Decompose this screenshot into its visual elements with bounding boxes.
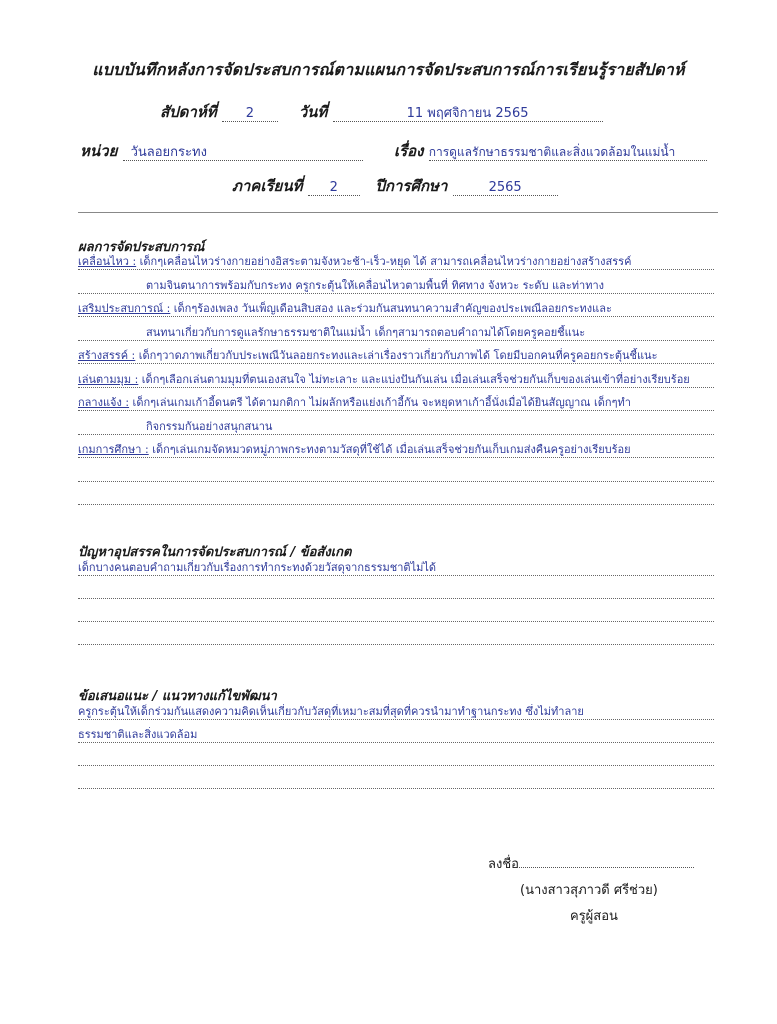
ruled-line bbox=[78, 442, 714, 458]
results-section-title: ผลการจัดประสบการณ์ bbox=[78, 240, 205, 255]
ruled-line bbox=[78, 278, 714, 294]
handwritten-text: เด็กๆร้องเพลง วันเพ็ญเดือนสิบสอง และร่วมกันสนทนาความสำคัญของประเพณีลอยกระทงและ bbox=[170, 302, 612, 315]
year-value: 2565 bbox=[453, 180, 558, 196]
header-divider bbox=[78, 212, 718, 213]
signature-dots bbox=[519, 855, 694, 868]
date-value: 11 พฤศจิกายน 2565 bbox=[333, 106, 603, 122]
unit-value: วันลอยกระทง bbox=[123, 145, 363, 161]
handwritten-text: เด็กๆวาดภาพเกี่ยวกับประเพณีวันลอยกระทงและเล่าเรื่องราวเกี่ยวกับภาพได้ โดยมีบอกคนที่ครูคอยกระตุ้นชี้แนะ bbox=[135, 349, 658, 362]
activity-label: เสริมประสบการณ์ : bbox=[78, 302, 171, 315]
unit-topic-row bbox=[80, 139, 707, 163]
ruled-line bbox=[78, 466, 714, 482]
signature-line bbox=[488, 853, 694, 874]
date-label: วันที่ bbox=[298, 103, 328, 121]
ruled-line bbox=[78, 419, 714, 435]
ruled-line bbox=[78, 372, 714, 388]
semester-label: ภาคเรียนที่ bbox=[232, 177, 303, 195]
semester-value: 2 bbox=[308, 180, 360, 196]
handwritten-text: เด็กๆเลือกเล่นตามมุมที่ตนเองสนใจ ไม่ทะเลาะ และแบ่งปันกันเล่น เมื่อเล่นเสร็จช่วยกันเก็บของเล่นเข้าที่อย่างเรียบร้อย bbox=[138, 372, 690, 386]
ruled-line bbox=[78, 301, 714, 317]
handwritten-text: เด็กๆเล่นเกมเก้าอี้ดนตรี ได้ตามกติกา ไม่ผลักหรือแย่งเก้าอี้กัน จะหยุดหาเก้าอี้นั่งเมื่อได้ยินสัญญาณ เด็กๆทำ bbox=[129, 396, 631, 409]
signature-label: ลงชื่อ bbox=[488, 857, 519, 872]
handwritten-text: ครูกระตุ้นให้เด็กร่วมกันแสดงความคิดเห็นเกี่ยวกับวัสดุที่เหมาะสมที่สุดที่ควรนำมาทำฐานกระทง ซึ่งไม่ทำลาย bbox=[78, 705, 584, 718]
teacher-name: (นางสาวสุภาวดี ศรีช่วย) bbox=[520, 883, 658, 898]
ruled-line bbox=[78, 606, 714, 622]
week-date-row bbox=[160, 100, 603, 124]
handwritten-text: ธรรมชาติและสิ่งแวดล้อม bbox=[78, 728, 198, 741]
ruled-line bbox=[78, 583, 714, 599]
ruled-line bbox=[78, 629, 714, 645]
semester-year-row bbox=[232, 174, 558, 198]
activity-label: กลางแจ้ง : bbox=[78, 396, 130, 409]
week-label: สัปดาห์ที่ bbox=[160, 103, 217, 121]
ruled-line bbox=[78, 325, 714, 341]
handwritten-text: เด็กบางคนตอบคำถามเกี่ยวกับเรื่องการทำกระทงด้วยวัสดุจากธรรมชาติไม่ได้ bbox=[78, 561, 437, 574]
activity-label: สร้างสรรค์ : bbox=[78, 349, 136, 362]
ruled-line bbox=[78, 727, 714, 743]
activity-label: เกมการศึกษา : bbox=[78, 443, 149, 456]
ruled-line bbox=[78, 395, 714, 411]
problems-section-title: ปัญหาอุปสรรคในการจัดประสบการณ์ / ข้อสังเกต bbox=[78, 545, 352, 560]
topic-value: การดูแลรักษาธรรมชาติและสิ่งแวดล้อมในแม่น้ำ bbox=[429, 145, 707, 161]
ruled-line bbox=[78, 489, 714, 505]
ruled-line bbox=[78, 254, 714, 270]
ruled-line bbox=[78, 348, 714, 364]
handwritten-text: สนทนาเกี่ยวกับการดูแลรักษาธรรมชาติในแม่น้ำ เด็กๆสามารถตอบคำถามได้โดยครูคอยชี้แนะ bbox=[146, 325, 586, 339]
unit-label: หน่วย bbox=[80, 142, 118, 160]
ruled-line bbox=[78, 750, 714, 766]
activity-label: เคลื่อนไหว : bbox=[78, 255, 137, 268]
ruled-line bbox=[78, 773, 714, 789]
handwritten-text: กิจกรรมกันอย่างสนุกสนาน bbox=[146, 419, 273, 433]
handwritten-text: เด็กๆเล่นเกมจัดหมวดหมู่ภาพกระทงตามวัสดุที่ใช้ได้ เมื่อเล่นเสร็จช่วยกันเก็บเกมส่งคืนครูอย่างเรียบร้อย bbox=[148, 443, 631, 456]
activity-label: เล่นตามมุม : bbox=[78, 372, 139, 386]
ruled-line bbox=[78, 704, 714, 720]
handwritten-text: ตามจินตนาการพร้อมกับกระทง ครูกระตุ้นให้เคลื่อนไหวตามพื้นที่ ทิศทาง จังหวะ ระดับ และท่าทาง bbox=[146, 278, 605, 292]
ruled-line bbox=[78, 560, 714, 576]
teacher-position: ครูผู้สอน bbox=[570, 909, 618, 924]
year-label: ปีการศึกษา bbox=[375, 177, 448, 195]
week-value: 2 bbox=[222, 106, 278, 122]
topic-label: เรื่อง bbox=[393, 142, 424, 160]
form-title: แบบบันทึกหลังการจัดประสบการณ์ตามแผนการจัดประสบการณ์การเรียนรู้รายสัปดาห์ bbox=[92, 60, 685, 79]
suggestions-section-title: ข้อเสนอแนะ / แนวทางแก้ไขพัฒนา bbox=[78, 689, 277, 704]
handwritten-text: เด็กๆเคลื่อนไหวร่างกายอย่างอิสระตามจังหวะช้า-เร็ว-หยุด ได้ สามารถเคลื่อนไหวร่างกายอย่างสร้างสรรค์ bbox=[136, 255, 632, 268]
